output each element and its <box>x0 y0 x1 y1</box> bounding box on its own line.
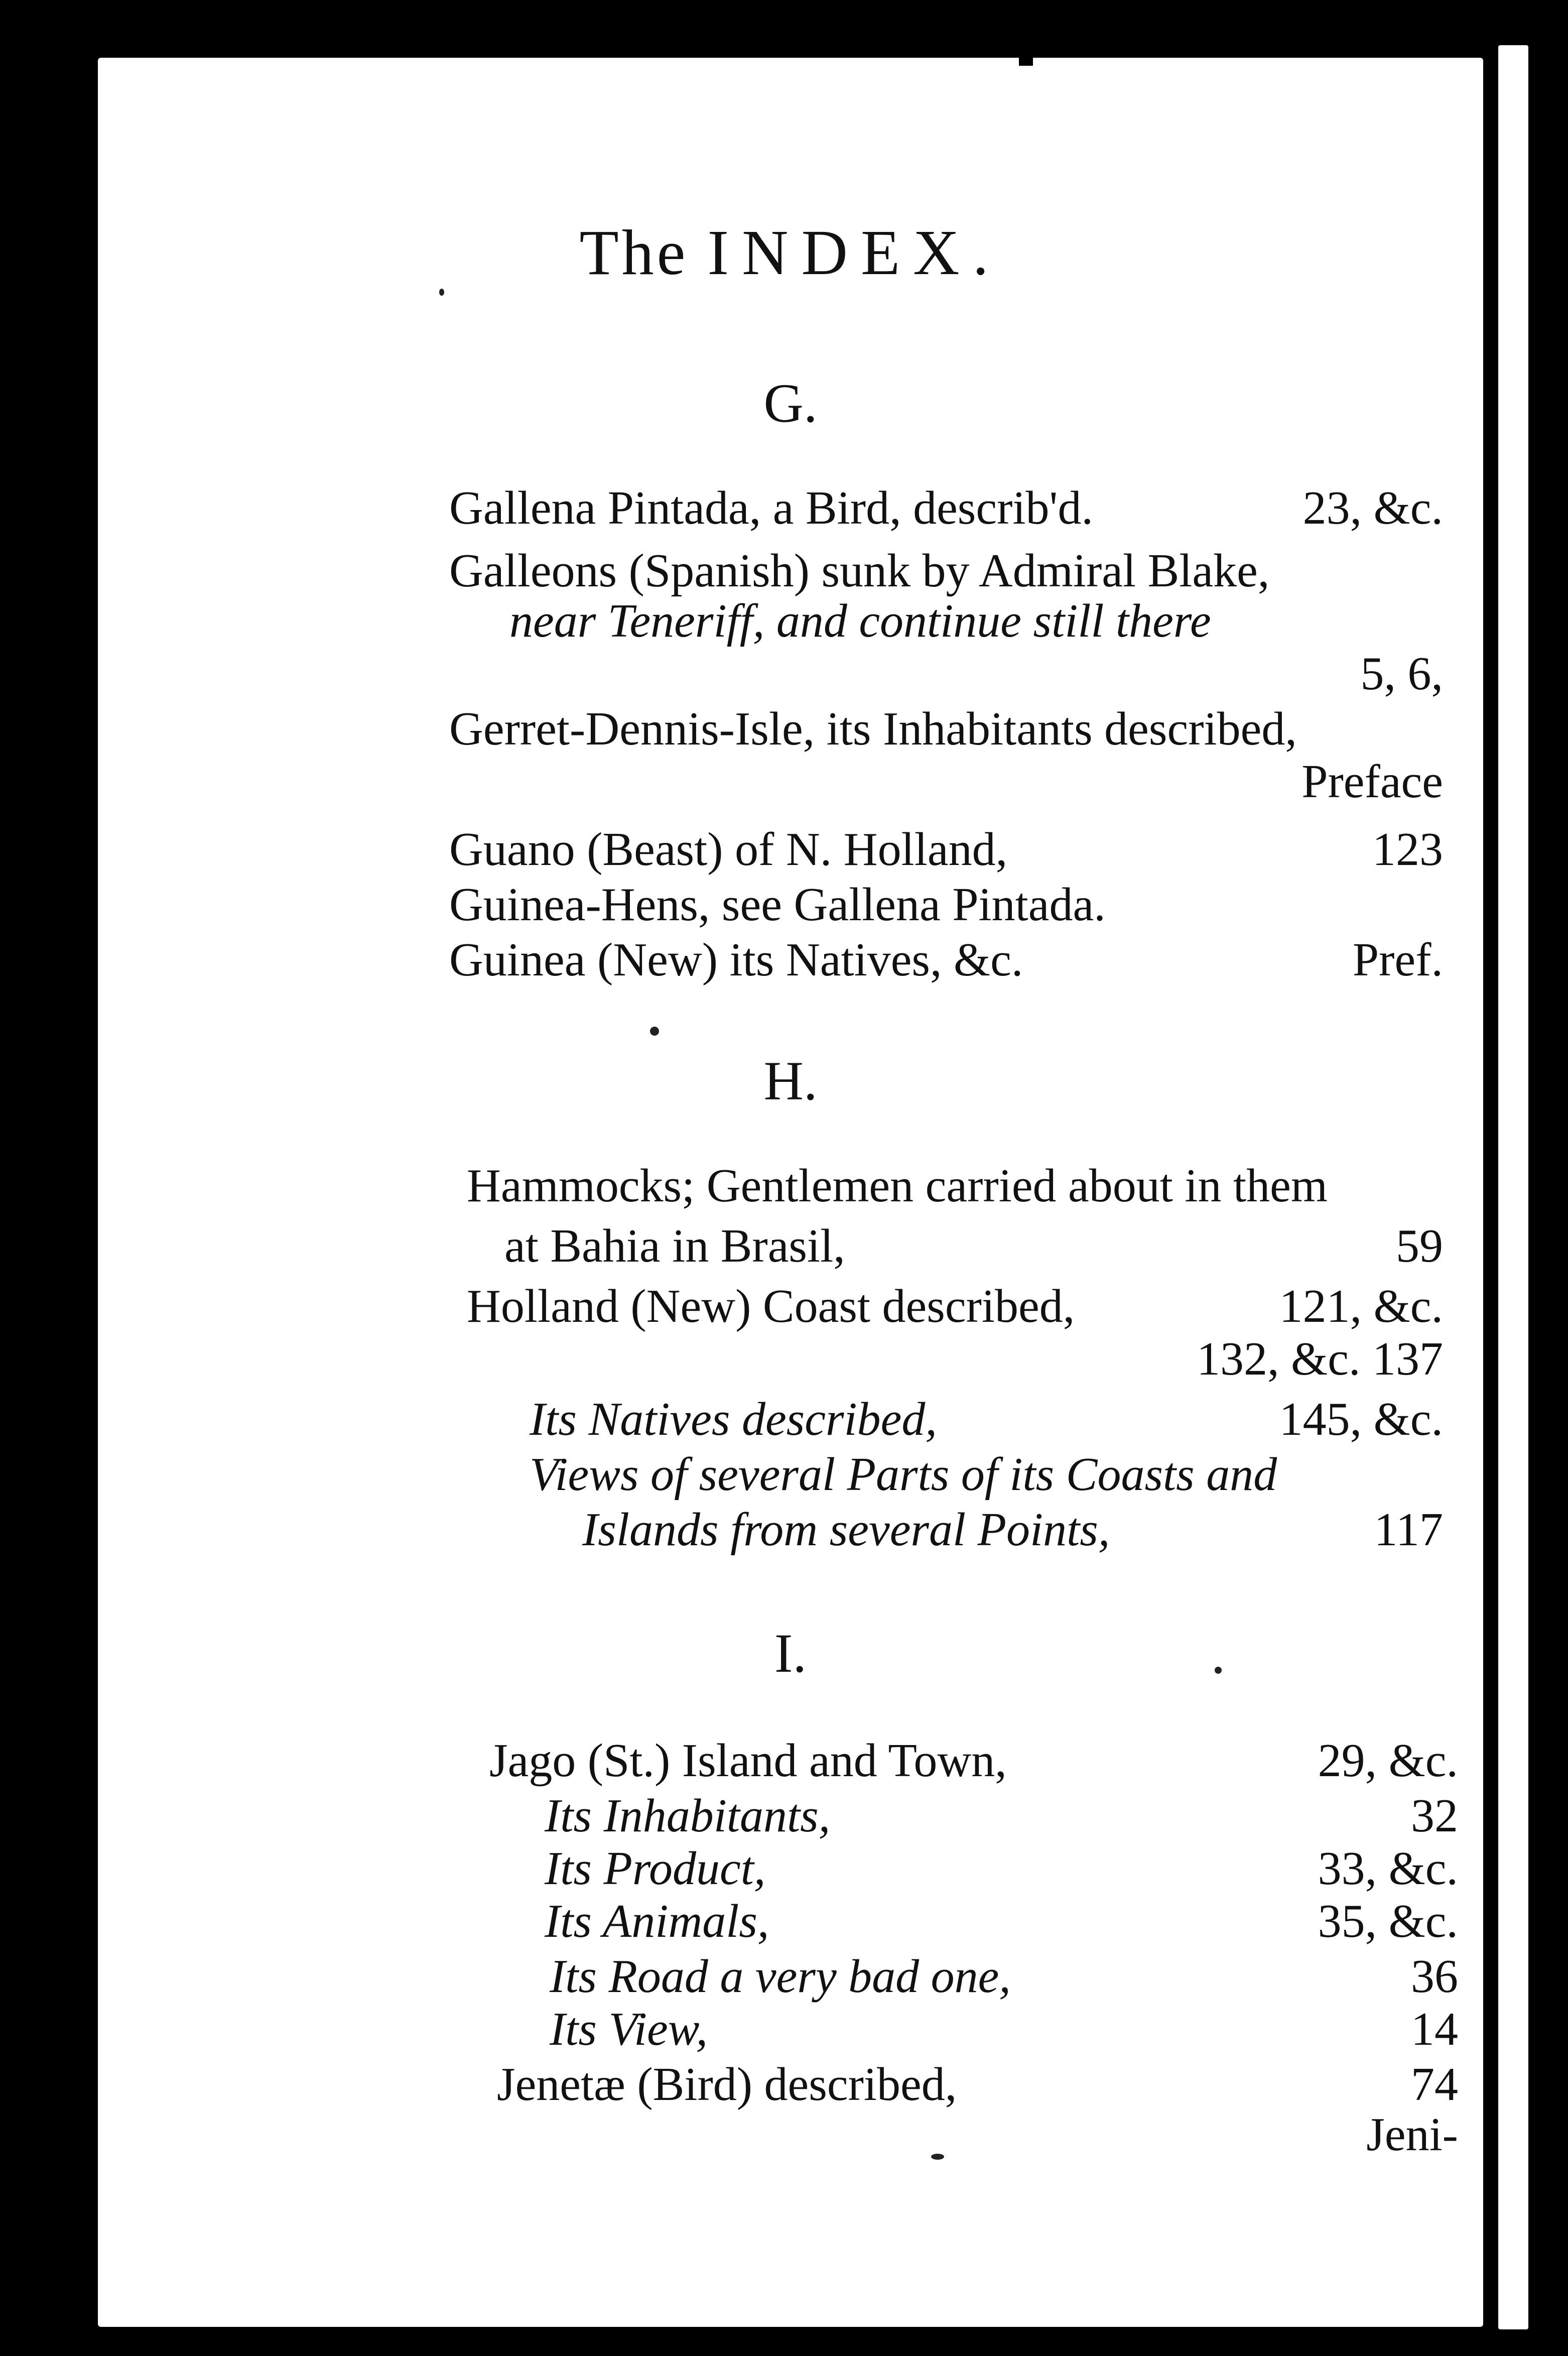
entry-hammocks-cont: at Bahia in Brasil, <box>504 1220 845 1272</box>
entry-holland-page-cont: 132, &c. 137 <box>1197 1333 1443 1385</box>
entry-guinea-new: Guinea (New) its Natives, &c. <box>449 934 1023 986</box>
entry-jago-road: Its Road a very bad one, <box>550 1950 1011 2003</box>
entry-holland-page: 121, &c. <box>1279 1280 1443 1332</box>
entry-holland-views: Views of several Parts of its Coasts and <box>530 1448 1277 1501</box>
ink-speck <box>650 1027 659 1036</box>
entry-hammocks: Hammocks; Gentlemen carried about in them <box>467 1160 1328 1212</box>
section-letter-i: I. <box>774 1623 807 1684</box>
section-letter-g: G. <box>763 373 818 434</box>
page-title: The INDEX. <box>579 217 1002 288</box>
section-letter-h: H. <box>763 1050 818 1111</box>
entry-jago-animals: Its Animals, <box>545 1895 769 1947</box>
entry-jago-product-page: 33, &c. <box>1318 1842 1458 1895</box>
entry-galleons-page: 5, 6, <box>1360 648 1443 700</box>
entry-galleons-cont: near Teneriff, and continue still there <box>509 595 1211 647</box>
entry-jago-view-page: 14 <box>1411 2003 1458 2055</box>
entry-guinea-hens: Guinea-Hens, see Gallena Pintada. <box>449 879 1106 931</box>
entry-gallena: Gallena Pintada, a Bird, describ'd. <box>449 482 1093 534</box>
entry-guano-page: 123 <box>1372 823 1443 876</box>
entry-holland-natives-page: 145, &c. <box>1279 1393 1443 1445</box>
entry-holland-views-cont: Islands from several Points, <box>582 1504 1110 1556</box>
entry-holland: Holland (New) Coast described, <box>467 1280 1075 1332</box>
entry-gallena-page: 23, &c. <box>1302 482 1443 534</box>
entry-jago-animals-page: 35, &c. <box>1318 1895 1458 1947</box>
entry-jago-page: 29, &c. <box>1318 1734 1458 1787</box>
ink-speck <box>931 2154 944 2160</box>
entry-hammocks-page: 59 <box>1396 1220 1443 1272</box>
entry-jago-product: Its Product, <box>545 1842 766 1895</box>
adjacent-page-edge <box>1498 45 1528 2329</box>
entry-gerret-page: Preface <box>1301 756 1443 808</box>
entry-galleons: Galleons (Spanish) sunk by Admiral Blake, <box>449 545 1270 597</box>
entry-guano: Guano (Beast) of N. Holland, <box>449 823 1008 876</box>
entry-jago-inhabitants-page: 32 <box>1411 1790 1458 1842</box>
entry-jago-road-page: 36 <box>1411 1950 1458 2003</box>
entry-holland-views-page: 117 <box>1374 1504 1443 1556</box>
ink-speck <box>1215 1667 1222 1674</box>
catchword: Jeni- <box>1366 2109 1458 2161</box>
entry-jago-inhabitants: Its Inhabitants, <box>545 1790 831 1842</box>
entry-guinea-new-page: Pref. <box>1352 934 1443 986</box>
entry-gerret: Gerret-Dennis-Isle, its Inhabitants described, <box>449 703 1297 755</box>
entry-jago-view: Its View, <box>550 2003 708 2055</box>
entry-jenetae-page: 74 <box>1411 2058 1458 2111</box>
ink-speck <box>439 289 444 296</box>
entry-jenetae: Jenetæ (Bird) described, <box>497 2058 957 2111</box>
entry-jago: Jago (St.) Island and Town, <box>489 1734 1007 1787</box>
index-page <box>98 58 1483 2327</box>
print-mark <box>1019 58 1033 66</box>
entry-holland-natives: Its Natives described, <box>530 1393 937 1445</box>
